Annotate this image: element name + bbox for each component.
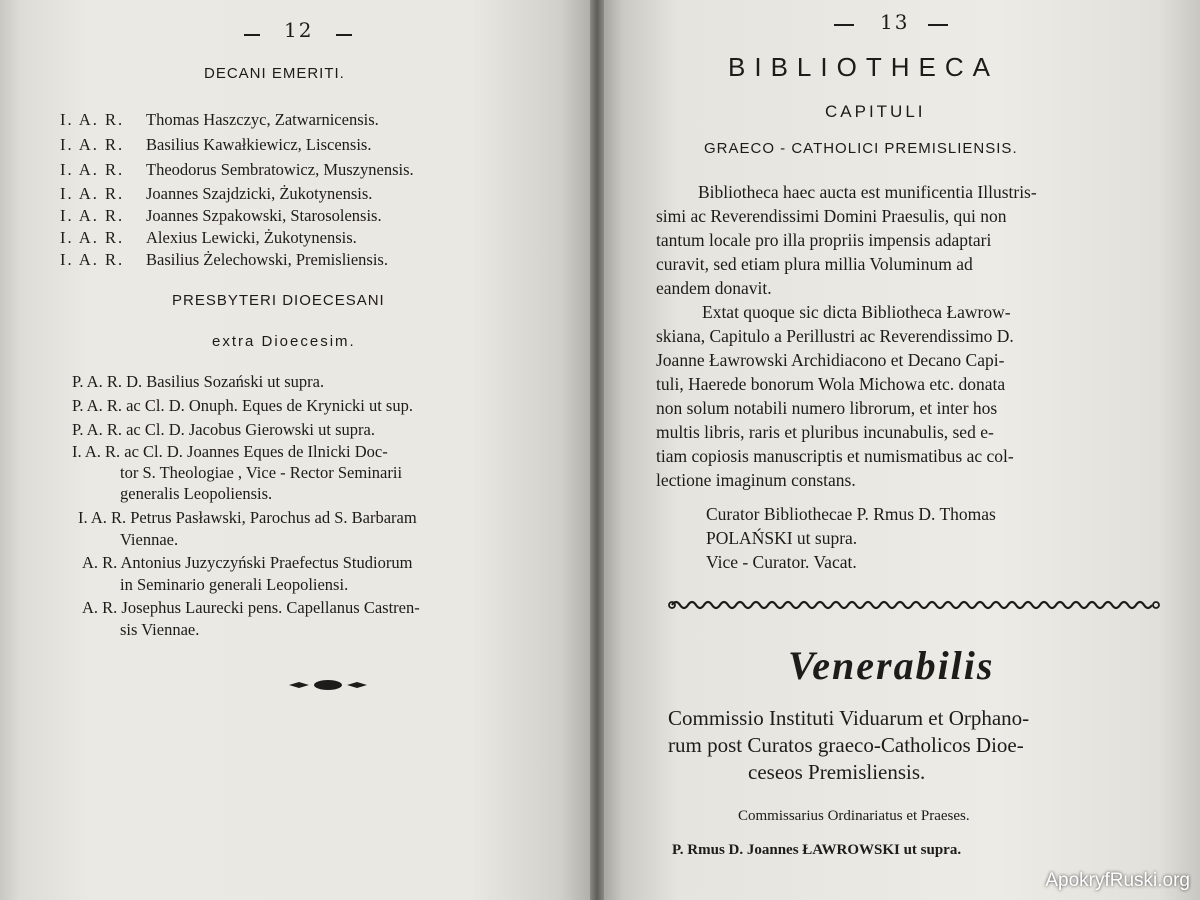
list-item: I. A. R. Alexius Lewicki, Żukotynensis. <box>60 228 357 247</box>
curator-line: Curator Bibliothecae P. Rmus D. Thomas <box>706 504 996 524</box>
paragraph-line: multis libris, raris et pluribus incunabulis, sed e- <box>656 422 994 442</box>
heading-decani-emeriti: DECANI EMERITI. <box>204 65 345 82</box>
paragraph-line: tantum locale pro illa propriis impensis adaptari <box>656 230 992 250</box>
paragraph-line: non solum notabili numero librorum, et inter hos <box>656 398 998 418</box>
list-item: sis Viennae. <box>120 620 200 639</box>
commissarius-line: Commissarius Ordinariatus et Praeses. <box>738 808 970 824</box>
paragraph-line: tuli, Haerede bonorum Wola Michowa etc. donata <box>656 374 1006 394</box>
right-page-number: 13 <box>880 10 910 34</box>
paragraph-line: lectione imaginum constans. <box>656 470 856 490</box>
list-item: P. A. R. ac Cl. D. Jacobus Gierowski ut supra. <box>72 420 375 439</box>
list-item: I. A. R. Basilius Żelechowski, Premisliensis. <box>60 250 388 269</box>
paragraph-line: curavit, sed etiam plura millia Voluminum ad <box>656 254 973 274</box>
ornament-separator-icon <box>287 678 369 692</box>
left-page-number: 12 <box>284 18 314 42</box>
list-item: tor S. Theologiae , Vice - Rector Seminarii <box>120 463 403 482</box>
watermark: ApokryfRuski.org <box>1045 870 1190 891</box>
commissio-line: Commissio Instituti Viduarum et Orphano- <box>668 706 1030 730</box>
list-item: P. A. R. ac Cl. D. Onuph. Eques de Krynicki ut sup. <box>72 396 413 415</box>
list-item: Viennae. <box>120 530 179 549</box>
list-item: I. A. R. Basilius Kawałkiewicz, Liscensis. <box>60 135 372 154</box>
list-item: I. A. R. Petrus Pasławski, Parochus ad S. Barbaram <box>78 508 417 527</box>
right-page <box>598 0 1200 900</box>
list-item: generalis Leopoliensis. <box>120 484 273 503</box>
heading-presbyteri: PRESBYTERI DIOECESANI <box>172 292 385 309</box>
list-item: I. A. R. Joannes Szpakowski, Starosolensis. <box>60 206 382 225</box>
paragraph-line: Joanne Ławrowski Archidiacono et Decano Capi- <box>656 350 1005 370</box>
list-item: I. A. R. Thomas Haszczyc, Zatwarnicensis. <box>60 110 379 129</box>
list-item: I. A. R. ac Cl. D. Joannes Eques de Ilnicki Doc- <box>72 442 388 461</box>
paragraph-line: skiana, Capitulo a Perillustri ac Reverendissimo D. <box>656 326 1014 346</box>
paragraph-line: simi ac Reverendissimi Domini Praesulis, qui non <box>656 206 1007 226</box>
list-item: A. R. Josephus Laurecki pens. Capellanus Castren- <box>82 598 420 617</box>
book-spine <box>590 0 604 900</box>
curator-line: POLAŃSKI ut supra. <box>706 528 858 548</box>
subheading-extra-dioecesim: extra Dioecesim. <box>212 333 356 350</box>
list-item: A. R. Antonius Juzyczyński Praefectus Studiorum <box>82 553 413 572</box>
subtitle-graeco-catholici: GRAECO - CATHOLICI PREMISLIENSIS. <box>704 140 1018 157</box>
list-item: in Seminario generali Leopoliensi. <box>120 575 349 594</box>
list-item: P. A. R. D. Basilius Sozański ut supra. <box>72 372 325 391</box>
list-item: I. A. R. Theodorus Sembratowicz, Muszynensis. <box>60 160 414 179</box>
paragraph-line: Extat quoque sic dicta Bibliotheca Ławrow- <box>702 302 1011 322</box>
curator-line: Vice - Curator. Vacat. <box>706 552 857 572</box>
subtitle-capituli: CAPITULI <box>825 102 926 121</box>
wavy-rule-ornament-icon <box>668 598 1160 612</box>
left-page <box>0 0 598 900</box>
paragraph-line: tiam copiosis manuscriptis et numismatibus ac col- <box>656 446 1014 466</box>
paragraph-line: Bibliotheca haec aucta est munificentia Illustris- <box>698 182 1037 202</box>
list-item: I. A. R. Joannes Szajdzicki, Żukotynensis. <box>60 184 373 203</box>
commissio-line: rum post Curatos graeco-Catholicos Dioe- <box>668 733 1024 757</box>
praeses-name-line: P. Rmus D. Joannes ŁAWROWSKI ut supra. <box>672 842 962 858</box>
title-bibliotheca: BIBLIOTHECA <box>728 52 999 82</box>
commissio-line: ceseos Premisliensis. <box>748 760 926 784</box>
heading-venerabilis: Venerabilis <box>788 643 995 688</box>
paragraph-line: eandem donavit. <box>656 278 772 298</box>
